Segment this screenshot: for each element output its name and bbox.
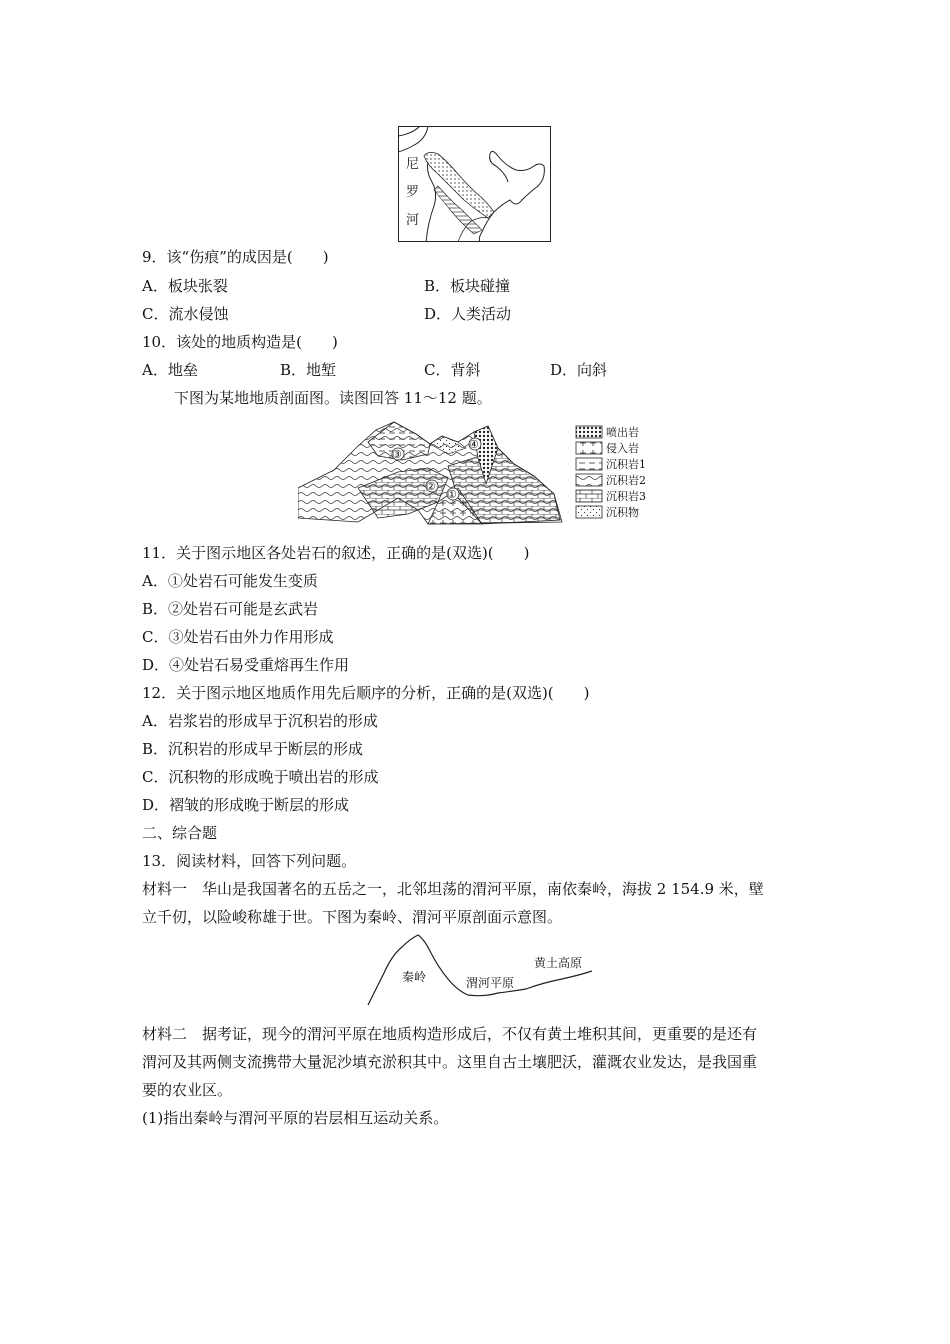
q12-option-c[interactable]: C．沉积物的形成晚于喷出岩的形成 — [142, 768, 379, 786]
q13-sub1: (1)指出秦岭与渭河平原的岩层相互运动关系。 — [142, 1109, 449, 1127]
qinling-profile-figure — [366, 933, 594, 1009]
river-label-char: 尼 — [406, 157, 420, 172]
marker-1: ① — [447, 488, 457, 501]
material2-line2: 渭河及其两侧支流携带大量泥沙填充淤积其中。这里自古土壤肥沃，灌溉农业发达，是我国重 — [142, 1053, 758, 1071]
legend-label: 喷出岩 — [606, 426, 639, 439]
q10-option-d[interactable]: D．向斜 — [550, 361, 608, 379]
geologic-section-figure — [298, 418, 656, 530]
q9-option-a[interactable]: A．板块张裂 — [142, 277, 228, 295]
q9-option-d[interactable]: D．人类活动 — [424, 305, 512, 323]
q9-option-b[interactable]: B．板块碰撞 — [424, 277, 511, 295]
river-label-char: 罗 — [406, 185, 420, 200]
q10-stem: 10．该处的地质构造是( ) — [142, 333, 338, 351]
q12-option-d[interactable]: D．褶皱的形成晚于断层的形成 — [142, 796, 350, 814]
q9-option-c[interactable]: C．流水侵蚀 — [142, 305, 229, 323]
legend-label: 侵入岩 — [606, 442, 639, 455]
river-label-char: 河 — [406, 213, 420, 228]
q11-stem: 11．关于图示地区各处岩石的叙述，正确的是(双选)( ) — [142, 544, 530, 562]
q9-stem: 9．该“伤痕”的成因是( ) — [142, 248, 329, 266]
q12-stem: 12．关于图示地区地质作用先后顺序的分析，正确的是(双选)( ) — [142, 684, 590, 702]
intro-11-12: 下图为某地地质剖面图。读图回答 11～12 题。 — [174, 389, 492, 407]
q10-option-b[interactable]: B．地堑 — [280, 361, 337, 379]
marker-3: ③ — [392, 448, 402, 461]
legend-label: 沉积岩2 — [606, 474, 646, 487]
q11-option-a[interactable]: A．①处岩石可能发生变质 — [142, 572, 318, 590]
material1-line2: 立千仞，以险峻称雄于世。下图为秦岭、渭河平原剖面示意图。 — [142, 908, 563, 926]
legend-label: 沉积岩3 — [606, 490, 646, 503]
q11-option-c[interactable]: C．③处岩石由外力作用形成 — [142, 628, 334, 646]
q11-option-d[interactable]: D．④处岩石易受重熔再生作用 — [142, 656, 350, 674]
legend-label: 沉积物 — [606, 506, 639, 519]
label-qinling: 秦岭 — [402, 970, 427, 984]
legend-label: 沉积岩1 — [606, 458, 646, 471]
nile-rift-map — [398, 126, 551, 242]
marker-4: ④ — [469, 438, 479, 451]
q13-stem: 13．阅读材料，回答下列问题。 — [142, 852, 357, 870]
q10-option-a[interactable]: A．地垒 — [142, 361, 198, 379]
marker-2: ② — [426, 480, 436, 493]
q10-option-c[interactable]: C．背斜 — [424, 361, 481, 379]
section2-title: 二、综合题 — [142, 824, 218, 842]
q12-option-a[interactable]: A．岩浆岩的形成早于沉积岩的形成 — [142, 712, 378, 730]
label-loess-plateau: 黄土高原 — [534, 956, 583, 970]
q12-option-b[interactable]: B．沉积岩的形成早于断层的形成 — [142, 740, 364, 758]
label-weihe-plain: 渭河平原 — [466, 976, 515, 990]
material2-line1: 材料二 据考证，现今的渭河平原在地质构造形成后，不仅有黄土堆积其间，更重要的是还有 — [142, 1025, 758, 1043]
q11-option-b[interactable]: B．②处岩石可能是玄武岩 — [142, 600, 319, 618]
material1-line1: 材料一 华山是我国著名的五岳之一，北邻坦荡的渭河平原，南依秦岭，海拔 2 154.9 米，壁 — [142, 880, 764, 898]
material2-line3: 要的农业区。 — [142, 1081, 233, 1099]
